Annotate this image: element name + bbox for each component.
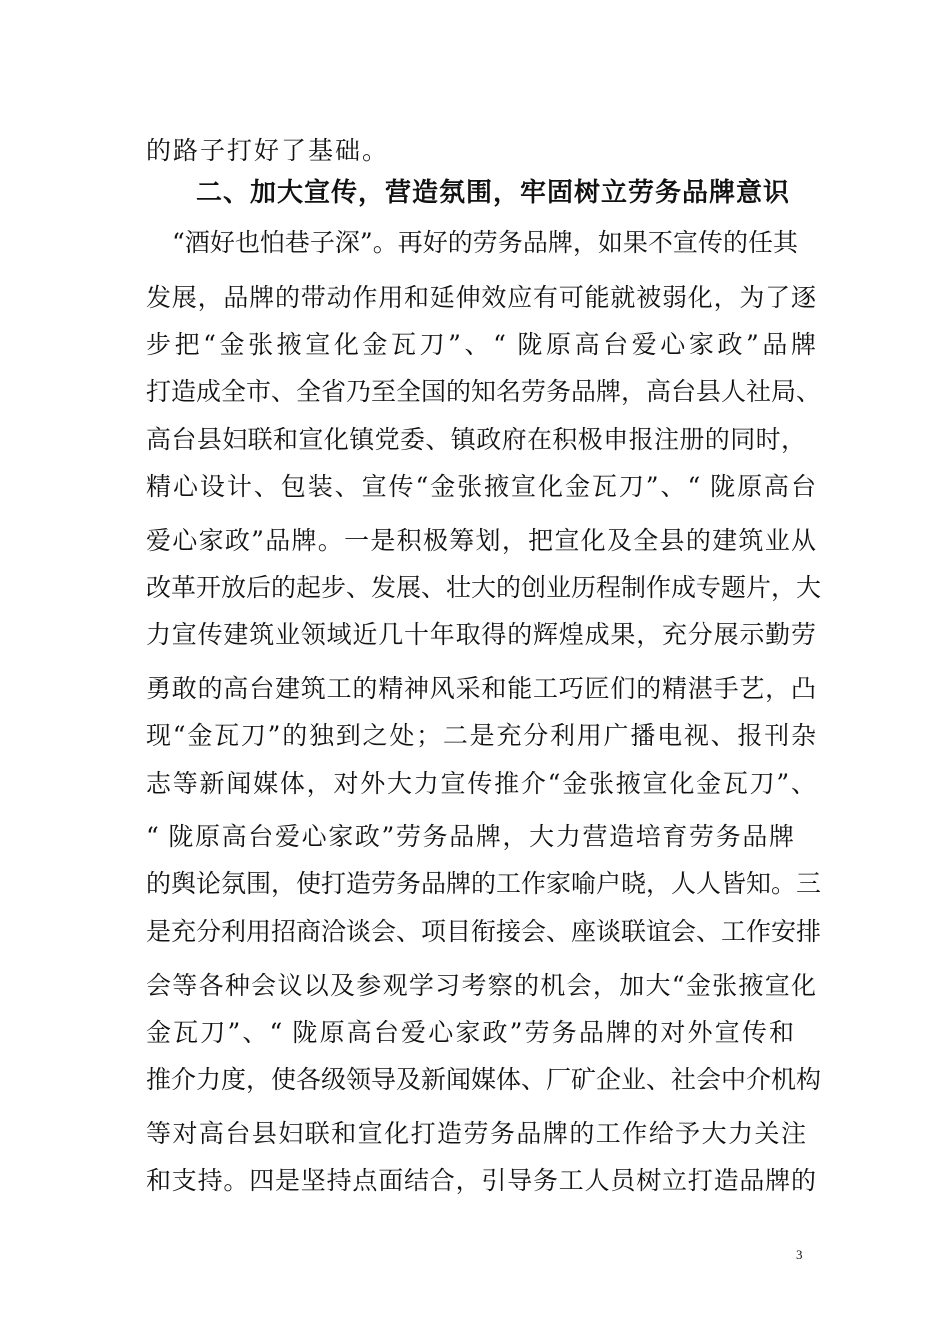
paragraph-line-15: 是充分利用招商洽谈会、项目衔接会、座谈联谊会、工作安排 <box>146 917 822 946</box>
paragraph-line-3: 步把“金张掖宣化金瓦刀”、“ 陇原高台爱心家政”品牌 <box>146 330 816 359</box>
page-number: 3 <box>796 1247 803 1262</box>
paragraph-line-9: 力宣传建筑业领域近几十年取得的辉煌成果，充分展示勤劳 <box>146 620 816 649</box>
paragraph-line-19: 等对高台县妇联和宣化打造劳务品牌的工作给予大力关注 <box>146 1119 806 1148</box>
section-heading: 二、加大宣传，营造氛围，牢固树立劳务品牌意识 <box>196 178 791 208</box>
paragraph-line-14: 的舆论氛围，使打造劳务品牌的工作家喻户晓，人人皆知。三 <box>146 869 822 898</box>
paragraph-line-1: “酒好也怕巷子深”。再好的劳务品牌，如果不宣传的任其 <box>172 228 798 257</box>
paragraph-line-4: 打造成全市、全省乃至全国的知名劳务品牌，高台县人社局、 <box>146 377 822 406</box>
paragraph-line-12: 志等新闻媒体，对外大力宣传推介“金张掖宣化金瓦刀”、 <box>146 769 816 798</box>
paragraph-line-18: 推介力度，使各级领导及新闻媒体、厂矿企业、社会中介机构 <box>146 1065 822 1094</box>
paragraph-line-20: 和支持。四是坚持点面结合，引导务工人员树立打造品牌的 <box>146 1166 816 1195</box>
paragraph-line-16: 会等各种会议以及参观学习考察的机会，加大“金张掖宣化 <box>146 971 816 1000</box>
paragraph-line-13: “ 陇原高台爱心家政”劳务品牌，大力营造培育劳务品牌 <box>146 822 794 851</box>
paragraph-line-10: 勇敢的高台建筑工的精神风采和能工巧匠们的精湛手艺，凸 <box>146 674 816 703</box>
paragraph-line-5: 高台县妇联和宣化镇党委、镇政府在积极申报注册的同时， <box>146 425 806 454</box>
lead-line: 的路子打好了基础。 <box>146 136 390 165</box>
paragraph-line-17: 金瓦刀”、“ 陇原高台爱心家政”劳务品牌的对外宣传和 <box>146 1018 794 1047</box>
paragraph-line-7: 爱心家政”品牌。一是积极筹划，把宣化及全县的建筑业从 <box>146 526 816 555</box>
paragraph-line-8: 改革开放后的起步、发展、壮大的创业历程制作成专题片，大 <box>146 573 822 602</box>
paragraph-line-11: 现“金瓦刀”的独到之处；二是充分利用广播电视、报刊杂 <box>146 721 816 750</box>
paragraph-line-2: 发展，品牌的带动作用和延伸效应有可能就被弱化，为了逐 <box>146 283 816 312</box>
paragraph-line-6: 精心设计、包装、宣传“金张掖宣化金瓦刀”、“ 陇原高台 <box>146 472 816 501</box>
